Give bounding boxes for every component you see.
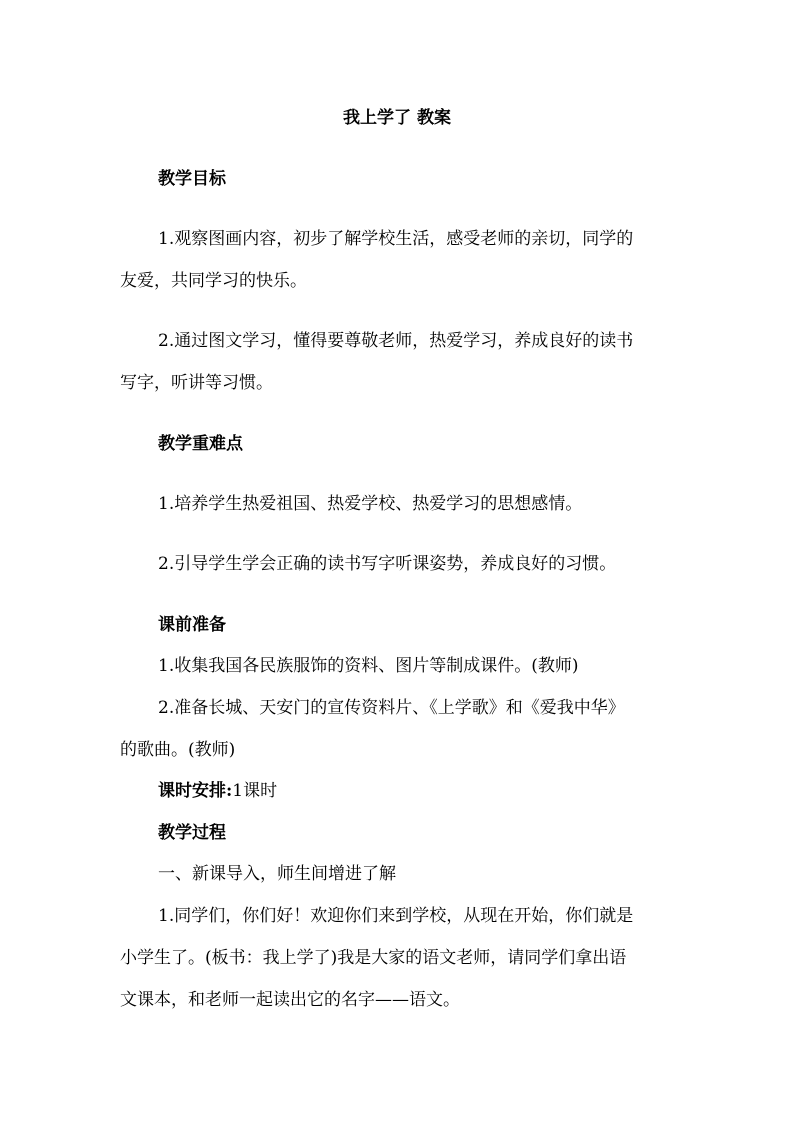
document-title: 我上学了 教案 [343, 108, 451, 128]
goals-heading: 教学目标 [158, 169, 226, 189]
prep-heading: 课前准备 [158, 615, 226, 635]
key-point-1: 1.培养学生热爱祖国、热爱学校、热爱学习的思想感情。 [158, 494, 583, 514]
prep-item-1: 1.收集我国各民族服饰的资料、图片等制成课件。(教师) [158, 656, 579, 676]
goal1-line2: 友爱，共同学习的快乐。 [120, 271, 307, 291]
prep-item-2-line1: 2.准备长城、天安门的宣传资料片、《上学歌》和《爱我中华》 [158, 698, 625, 718]
process1-line2: 小学生了。(板书：我上学了)我是大家的语文老师，请同学们拿出语 [120, 948, 627, 968]
process-heading: 教学过程 [158, 823, 226, 843]
key-heading: 教学重难点 [158, 434, 243, 454]
schedule-value: 1课时 [232, 781, 278, 801]
goal1-line1: 1.观察图画内容，初步了解学校生活，感受老师的亲切，同学的 [158, 229, 634, 249]
goal2-line2: 写字，听讲等习惯。 [120, 373, 273, 393]
schedule-line [158, 780, 718, 802]
process1-line3: 文课本，和老师一起读出它的名字——语文。 [120, 990, 460, 1010]
process-step-1: 一、新课导入，师生间增进了解 [158, 864, 396, 884]
process1-line1: 1.同学们，你们好！欢迎你们来到学校，从现在开始，你们就是 [158, 906, 634, 926]
goal2-line1: 2.通过图文学习，懂得要尊敬老师，热爱学习，养成良好的读书 [158, 331, 634, 351]
prep-item-2-line2: 的歌曲。(教师) [120, 740, 236, 760]
key-point-2: 2.引导学生学会正确的读书写字听课姿势，养成良好的习惯。 [158, 554, 617, 574]
schedule-label: 课时安排: [158, 781, 233, 801]
